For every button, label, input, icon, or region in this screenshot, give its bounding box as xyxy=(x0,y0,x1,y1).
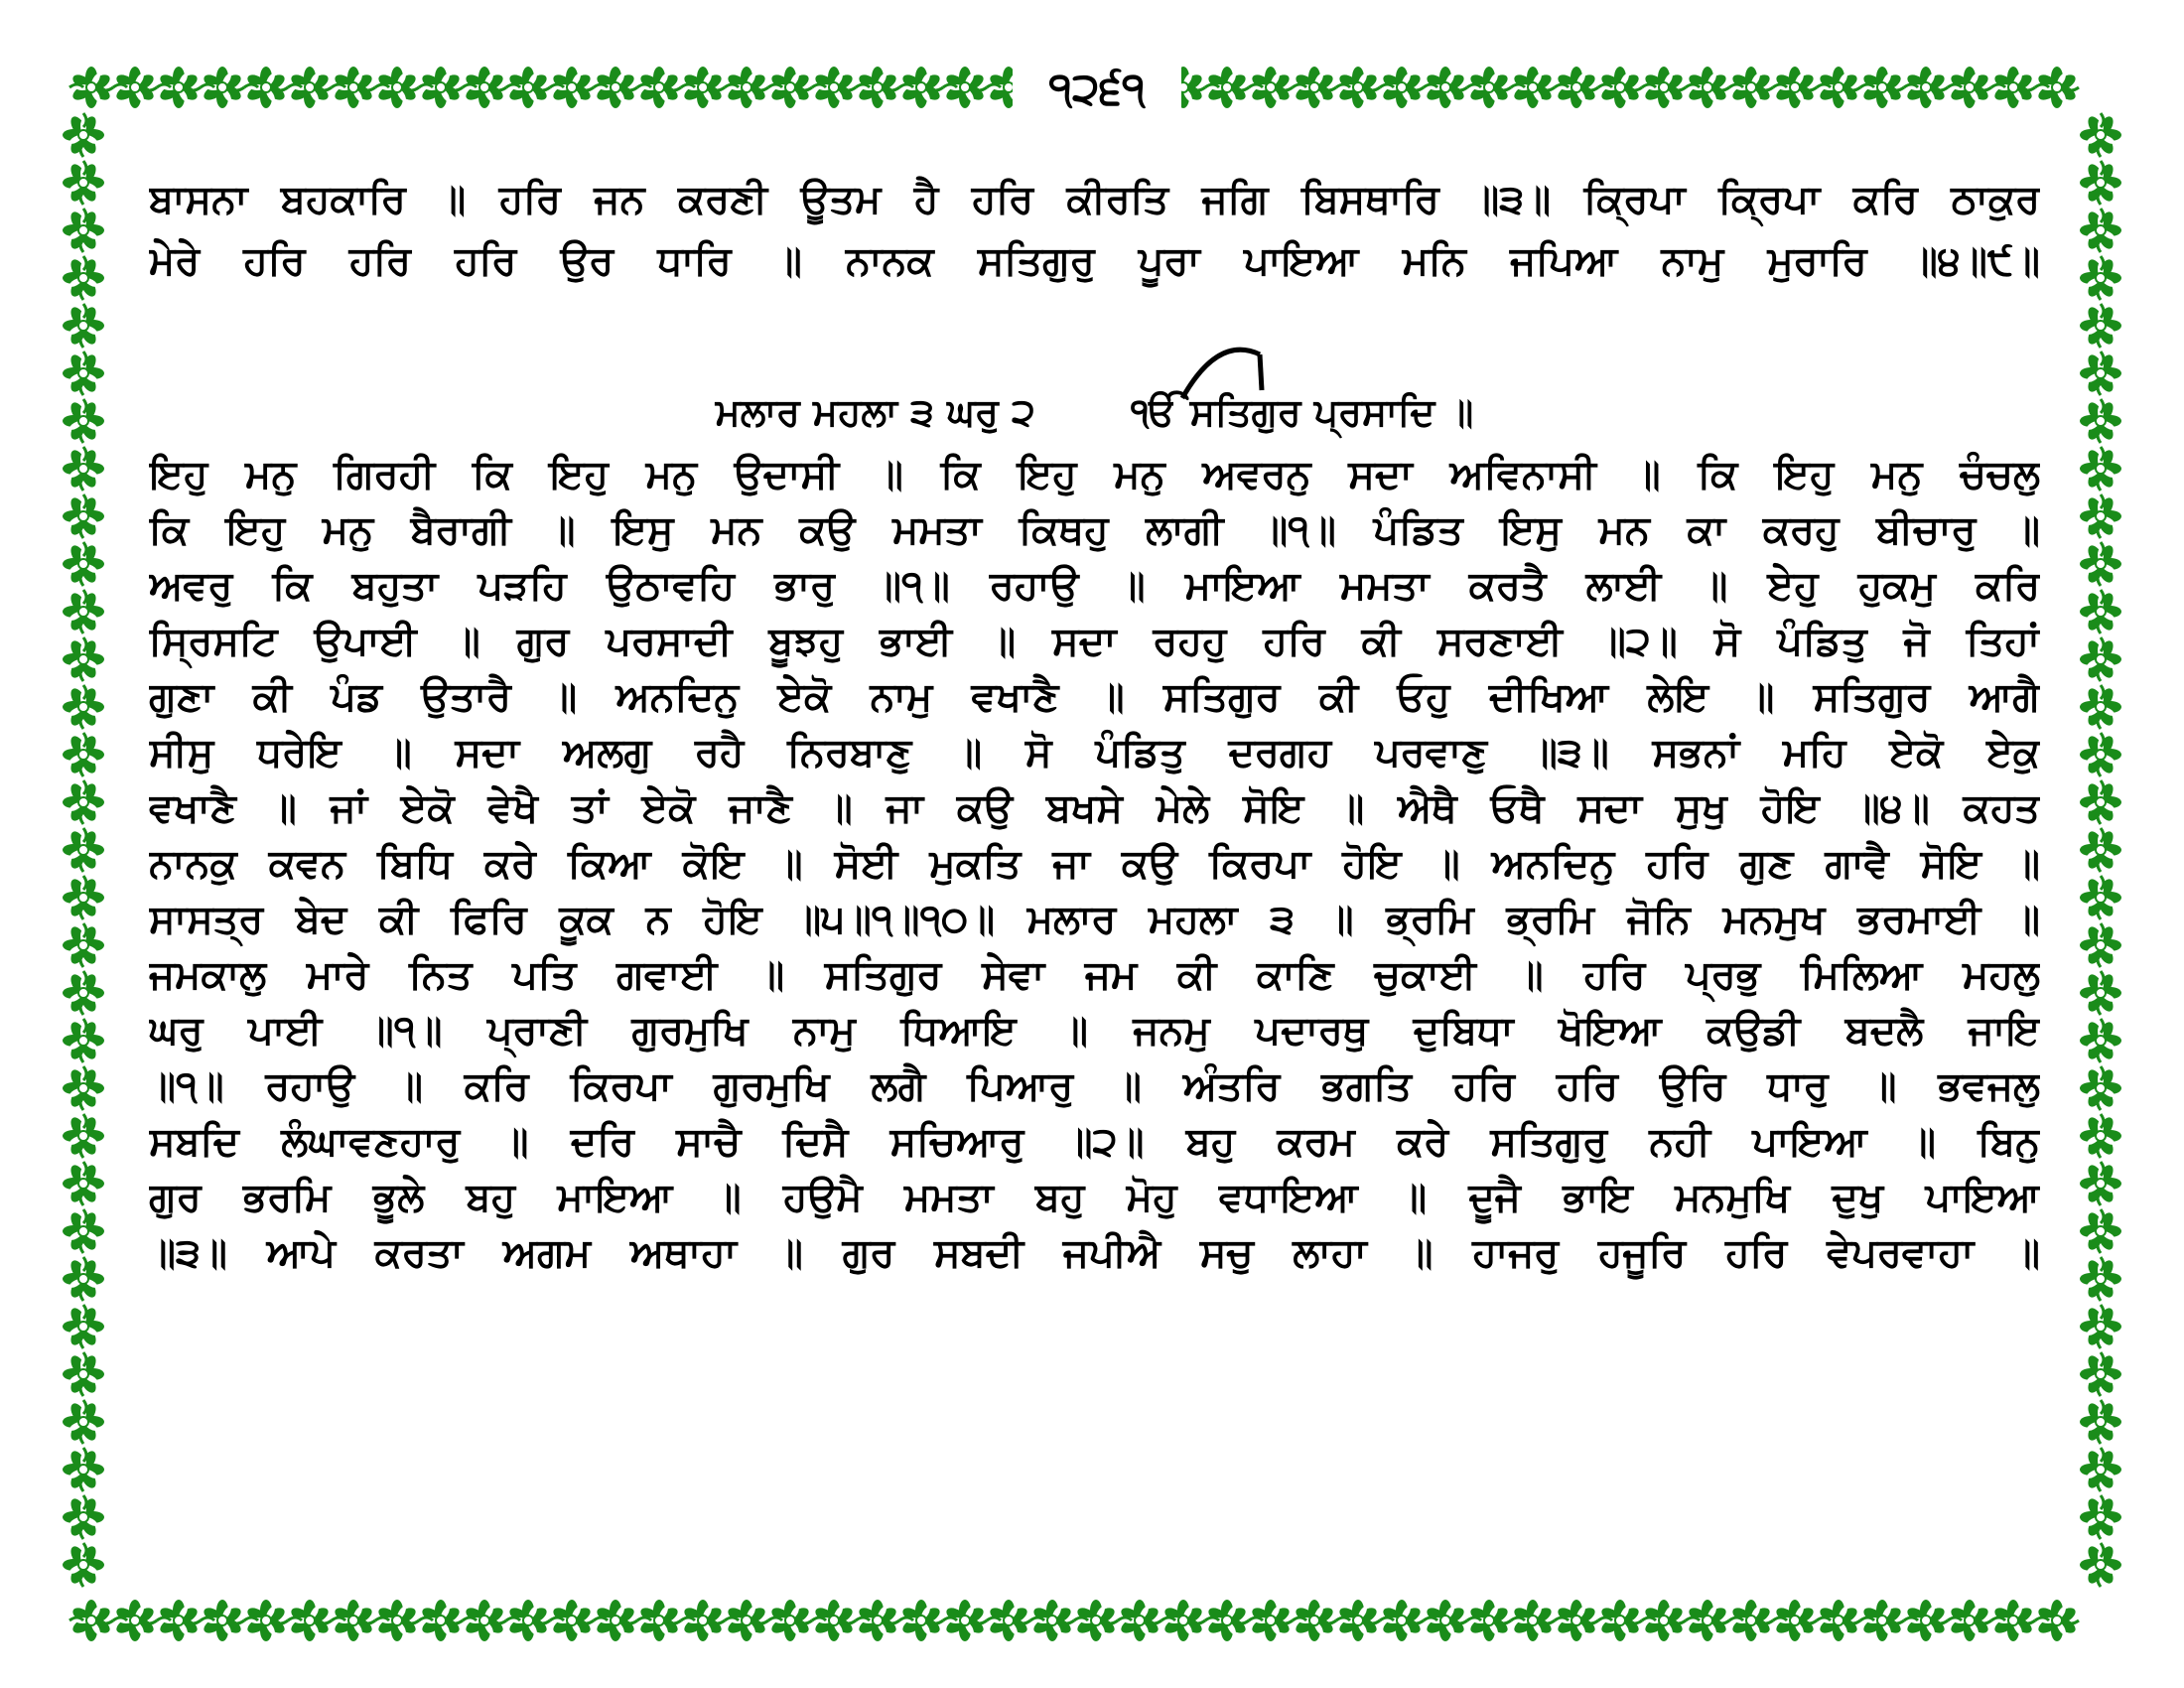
text-line: ਅਵਰੁ ਕਿ ਬਹੁਤਾ ਪੜਹਿ ਉਠਾਵਹਿ ਭਾਰੁ ॥੧॥ ਰਹਾਉ ॥ ਮਾਇਆ ਮਮਤਾ ਕਰਤੈ ਲਾਈ ॥ ਏਹੁ ਹੁਕਮੁ ਕਰਿ xyxy=(149,563,2040,609)
flower-icon xyxy=(157,1600,201,1641)
flower-icon xyxy=(1467,1600,1511,1641)
text-line: ॥੧॥ ਰਹਾਉ ॥ ਕਰਿ ਕਿਰਪਾ ਗੁਰਮੁਖਿ ਲਗੈ ਪਿਆਰੁ ॥ ਅੰਤਰਿ ਭਗਤਿ ਹਰਿ ਹਰਿ ਉਰਿ ਧਾਰੁ ॥ ਭਵਜਲੁ xyxy=(149,1063,2040,1109)
flower-icon xyxy=(2080,209,2121,252)
flower-icon xyxy=(594,67,637,108)
flower-icon xyxy=(1817,67,1860,108)
flower-icon xyxy=(1642,67,1686,108)
flower-icon xyxy=(63,733,104,776)
flower-icon xyxy=(506,67,550,108)
flower-icon xyxy=(2080,447,2121,491)
flower-icon xyxy=(2080,1114,2121,1158)
flower-icon xyxy=(69,67,113,108)
flower-icon xyxy=(1686,1600,1729,1641)
flower-icon xyxy=(812,67,856,108)
flower-icon xyxy=(375,67,419,108)
flower-icon xyxy=(725,1600,768,1641)
flower-icon xyxy=(2080,1305,2121,1348)
flower-icon xyxy=(63,685,104,729)
flower-icon xyxy=(2080,876,2121,919)
heading-mool-mantar xyxy=(1131,382,1473,442)
text-line: ਸਬਦਿ ਲੰਘਾਵਣਹਾਰੁ ॥ ਦਰਿ ਸਾਚੈ ਦਿਸੈ ਸਚਿਆਰੁ ॥੨॥ ਬਹੁ ਕਰਮ ਕਰੇ ਸਤਿਗੁਰੁ ਨਹੀ ਪਾਇਆ ॥ ਬਿਨੁ xyxy=(149,1119,2040,1165)
flower-icon xyxy=(2080,971,2121,1015)
flower-icon xyxy=(550,1600,594,1641)
flower-icon xyxy=(1948,1600,1991,1641)
flower-icon xyxy=(63,780,104,824)
flower-icon xyxy=(113,67,157,108)
flower-icon xyxy=(2080,1257,2121,1301)
flower-icon xyxy=(1249,1600,1293,1641)
flower-icon xyxy=(63,256,104,300)
flower-icon xyxy=(375,1600,419,1641)
flower-icon xyxy=(2035,67,2079,108)
flower-icon xyxy=(2080,399,2121,443)
flower-icon xyxy=(1511,67,1555,108)
flower-icon xyxy=(2080,637,2121,681)
intro-text-block xyxy=(149,169,2040,292)
flower-icon xyxy=(63,542,104,586)
flower-icon xyxy=(1773,1600,1817,1641)
flower-icon xyxy=(69,1600,113,1641)
flower-icon xyxy=(288,67,332,108)
flower-icon xyxy=(63,1543,104,1587)
flower-icon xyxy=(63,1448,104,1491)
flower-icon xyxy=(899,67,943,108)
flower-icon xyxy=(63,1400,104,1444)
flower-icon xyxy=(1380,1600,1424,1641)
flower-icon xyxy=(63,494,104,538)
text-line: ਸੀਸੁ ਧਰੇਇ ॥ ਸਦਾ ਅਲਗੁ ਰਹੈ ਨਿਰਬਾਣੁ ॥ ਸੋ ਪੰਡਿਤੁ ਦਰਗਹ ਪਰਵਾਣੁ ॥੩॥ ਸਭਨਾਂ ਮਹਿ ਏਕੋ ਏਕੁ xyxy=(149,730,2040,775)
flower-icon xyxy=(332,67,375,108)
flower-icon xyxy=(288,1600,332,1641)
text-line: ਨਾਨਕੁ ਕਵਨ ਬਿਧਿ ਕਰੇ ਕਿਆ ਕੋਇ ॥ ਸੋਈ ਮੁਕਤਿ ਜਾ ਕਉ ਕਿਰਪਾ ਹੋਇ ॥ ਅਨਦਿਨੁ ਹਰਿ ਗੁਣ ਗਾਵੈ ਸੋਇ ॥ xyxy=(149,841,2040,887)
flower-icon xyxy=(2080,494,2121,538)
flower-icon xyxy=(2080,1019,2121,1062)
heading-raag: ਮਲਾਰ ਮਹਲਾ ੩ ਘਰੁ ੨ xyxy=(715,390,1035,434)
flower-icon xyxy=(1817,1600,1860,1641)
flower-icon xyxy=(1860,67,1904,108)
heading-invocation: ੴ ਸਤਿਗੁਰ ਪ੍ਰਸਾਦਿ ॥ xyxy=(1131,390,1474,434)
flower-icon xyxy=(943,67,987,108)
flower-icon xyxy=(63,161,104,205)
text-line: ਗੁਣਾ ਕੀ ਪੰਡ ਉਤਾਰੈ ॥ ਅਨਦਿਨੁ ਏਕੋ ਨਾਮੁ ਵਖਾਣੈ ॥ ਸਤਿਗੁਰ ਕੀ ਓਹੁ ਦੀਖਿਆ ਲੇਇ ॥ ਸਤਿਗੁਰ ਆਗੈ xyxy=(149,674,2040,720)
page-number: ੧੨੬੧ xyxy=(1013,62,1181,117)
flower-icon xyxy=(2080,161,2121,205)
flower-icon xyxy=(157,67,201,108)
flower-icon xyxy=(332,1600,375,1641)
flower-icon xyxy=(1030,1600,1074,1641)
flower-icon xyxy=(1948,67,1991,108)
flower-icon xyxy=(63,447,104,491)
flower-icon xyxy=(63,637,104,681)
flower-icon xyxy=(244,67,288,108)
ik-oankar-arc-icon xyxy=(1178,341,1268,400)
flower-icon xyxy=(725,67,768,108)
flower-icon xyxy=(63,590,104,633)
flower-icon xyxy=(1598,67,1642,108)
flower-icon xyxy=(1293,67,1336,108)
text-line: ਵਖਾਣੈ ॥ ਜਾਂ ਏਕੋ ਵੇਖੈ ਤਾਂ ਏਕੋ ਜਾਣੈ ॥ ਜਾ ਕਉ ਬਖਸੇ ਮੇਲੇ ਸੋਇ ॥ ਐਥੈ ਓਥੈ ਸਦਾ ਸੁਖੁ ਹੋਇ ॥੪॥ ਕਹਤ xyxy=(149,785,2040,831)
flower-icon xyxy=(1293,1600,1336,1641)
flower-icon xyxy=(1904,1600,1948,1641)
text-line: ॥੩॥ ਆਪੇ ਕਰਤਾ ਅਗਮ ਅਥਾਹਾ ॥ ਗੁਰ ਸਬਦੀ ਜਪੀਐ ਸਚੁ ਲਾਹਾ ॥ ਹਾਜਰੁ ਹਜੂਰਿ ਹਰਿ ਵੇਪਰਵਾਹਾ ॥ xyxy=(149,1230,2040,1276)
flower-icon xyxy=(63,1209,104,1253)
flower-icon xyxy=(637,1600,681,1641)
flower-icon xyxy=(63,1257,104,1301)
flower-icon xyxy=(2080,542,2121,586)
flower-icon xyxy=(2080,1400,2121,1444)
flower-icon xyxy=(1686,67,1729,108)
text-line: ਘਰੁ ਪਾਈ ॥੧॥ ਪ੍ਰਾਣੀ ਗੁਰਮੁਖਿ ਨਾਮੁ ਧਿਆਇ ॥ ਜਨਮੁ ਪਦਾਰਥੁ ਦੁਬਿਧਾ ਖੋਇਆ ਕਉਡੀ ਬਦਲੈ ਜਾਇ xyxy=(149,1008,2040,1054)
flower-icon xyxy=(63,304,104,348)
flower-icon xyxy=(63,399,104,443)
flower-icon xyxy=(1074,1600,1118,1641)
flower-icon xyxy=(637,67,681,108)
flower-icon xyxy=(63,876,104,919)
flower-icon xyxy=(812,1600,856,1641)
text-line: ਸ੍ਰਿਸਟਿ ਉਪਾਈ ॥ ਗੁਰ ਪਰਸਾਦੀ ਬੂਝਹੁ ਭਾਈ ॥ ਸਦਾ ਰਹਹੁ ਹਰਿ ਕੀ ਸਰਣਾਈ ॥੨॥ ਸੋ ਪੰਡਿਤੁ ਜੋ ਤਿਹਾਂ xyxy=(149,619,2040,664)
flower-icon xyxy=(2080,256,2121,300)
flower-icon xyxy=(63,971,104,1015)
flower-icon xyxy=(2080,1495,2121,1539)
flower-icon xyxy=(463,1600,506,1641)
flower-icon xyxy=(1118,1600,1161,1641)
flower-icon xyxy=(63,923,104,967)
flower-icon xyxy=(113,1600,157,1641)
flower-icon xyxy=(1161,1600,1205,1641)
flower-icon xyxy=(1729,1600,1773,1641)
flower-icon xyxy=(2080,923,2121,967)
flower-icon xyxy=(2080,1066,2121,1110)
flower-icon xyxy=(506,1600,550,1641)
flower-icon xyxy=(1991,67,2035,108)
flower-icon xyxy=(2080,352,2121,395)
flower-icon xyxy=(63,1352,104,1396)
flower-icon xyxy=(1205,1600,1249,1641)
flower-icon xyxy=(2080,780,2121,824)
flower-icon xyxy=(1555,67,1598,108)
flower-icon xyxy=(1424,67,1467,108)
flower-icon xyxy=(2080,1162,2121,1205)
flower-icon xyxy=(899,1600,943,1641)
flower-icon xyxy=(419,67,463,108)
flower-icon xyxy=(856,1600,899,1641)
flower-icon xyxy=(63,1495,104,1539)
flower-icon xyxy=(681,1600,725,1641)
flower-icon xyxy=(768,1600,812,1641)
flower-icon xyxy=(2080,590,2121,633)
shabad-heading xyxy=(149,382,2040,442)
flower-icon xyxy=(63,352,104,395)
flower-icon xyxy=(1511,1600,1555,1641)
flower-icon xyxy=(244,1600,288,1641)
flower-icon xyxy=(1773,67,1817,108)
flower-icon xyxy=(2080,1543,2121,1587)
text-line: ਜਮਕਾਲੁ ਮਾਰੇ ਨਿਤ ਪਤਿ ਗਵਾਈ ॥ ਸਤਿਗੁਰ ਸੇਵਾ ਜਮ ਕੀ ਕਾਣਿ ਚੁਕਾਈ ॥ ਹਰਿ ਪ੍ਰਭੁ ਮਿਲਿਆ ਮਹਲੁ xyxy=(149,952,2040,998)
flower-icon xyxy=(1249,67,1293,108)
flower-icon xyxy=(2080,304,2121,348)
flower-icon xyxy=(1642,1600,1686,1641)
flower-icon xyxy=(1729,67,1773,108)
flower-icon xyxy=(1467,67,1511,108)
main-text-block xyxy=(149,447,2040,1281)
text-line: ਕਿ ਇਹੁ ਮਨੁ ਬੈਰਾਗੀ ॥ ਇਸੁ ਮਨ ਕਉ ਮਮਤਾ ਕਿਥਹੁ ਲਾਗੀ ॥੧॥ ਪੰਡਿਤ ਇਸੁ ਮਨ ਕਾ ਕਰਹੁ ਬੀਚਾਰੁ ॥ xyxy=(149,507,2040,553)
flower-icon xyxy=(463,67,506,108)
flower-icon xyxy=(63,1019,104,1062)
flower-icon xyxy=(2080,1448,2121,1491)
text-line: ਸਾਸਤ੍ਰ ਬੇਦ ਕੀ ਫਿਰਿ ਕੂਕ ਨ ਹੋਇ ॥੫॥੧॥੧੦॥ ਮਲਾਰ ਮਹਲਾ ੩ ॥ ਭ੍ਰਮਿ ਭ੍ਰਮਿ ਜੋਨਿ ਮਨਮੁਖ ਭਰਮਾਈ ॥ xyxy=(149,897,2040,942)
flower-icon xyxy=(201,1600,244,1641)
flower-icon xyxy=(201,67,244,108)
flower-icon xyxy=(2080,733,2121,776)
flower-icon xyxy=(1555,1600,1598,1641)
text-line: ਬਾਸਨਾ ਬਹਕਾਰਿ ॥ ਹਰਿ ਜਨ ਕਰਣੀ ਊਤਮ ਹੈ ਹਰਿ ਕੀਰਤਿ ਜਗਿ ਬਿਸਥਾਰਿ ॥੩॥ ਕ੍ਰਿਪਾ ਕ੍ਰਿਪਾ ਕਰਿ ਠਾਕੁਰ xyxy=(149,177,2040,222)
flower-icon xyxy=(2080,113,2121,157)
flower-icon xyxy=(2080,685,2121,729)
text-line: ਇਹੁ ਮਨੁ ਗਿਰਹੀ ਕਿ ਇਹੁ ਮਨੁ ਉਦਾਸੀ ॥ ਕਿ ਇਹੁ ਮਨੁ ਅਵਰਨੁ ਸਦਾ ਅਵਿਨਾਸੀ ॥ ਕਿ ਇਹੁ ਮਨੁ ਚੰਚਲੁ xyxy=(149,452,2040,497)
flower-icon xyxy=(2035,1600,2079,1641)
flower-icon xyxy=(768,67,812,108)
text-line: ਮੇਰੇ ਹਰਿ ਹਰਿ ਹਰਿ ਉਰ ਧਾਰਿ ॥ ਨਾਨਕ ਸਤਿਗੁਰੁ ਪੂਰਾ ਪਾਇਆ ਮਨਿ ਜਪਿਆ ਨਾਮੁ ਮੁਰਾਰਿ ॥੪॥੯॥ xyxy=(149,238,2040,284)
flower-icon xyxy=(1424,1600,1467,1641)
flower-icon xyxy=(63,1162,104,1205)
flower-icon xyxy=(1205,67,1249,108)
flower-icon xyxy=(943,1600,987,1641)
flower-icon xyxy=(63,209,104,252)
flower-icon xyxy=(1991,1600,2035,1641)
flower-icon xyxy=(594,1600,637,1641)
flower-icon xyxy=(1336,67,1380,108)
flower-icon xyxy=(63,1066,104,1110)
flower-icon xyxy=(63,113,104,157)
flower-icon xyxy=(1904,67,1948,108)
flower-icon xyxy=(63,1305,104,1348)
flower-icon xyxy=(856,67,899,108)
flower-icon xyxy=(681,67,725,108)
flower-icon xyxy=(2080,1352,2121,1396)
flower-icon xyxy=(550,67,594,108)
flower-icon xyxy=(987,1600,1030,1641)
flower-icon xyxy=(2080,828,2121,872)
flower-icon xyxy=(1598,1600,1642,1641)
text-line: ਗੁਰ ਭਰਮਿ ਭੂਲੇ ਬਹੁ ਮਾਇਆ ॥ ਹਉਮੈ ਮਮਤਾ ਬਹੁ ਮੋਹੁ ਵਧਾਇਆ ॥ ਦੂਜੈ ਭਾਇ ਮਨਮੁਖਿ ਦੁਖੁ ਪਾਇਆ xyxy=(149,1175,2040,1220)
flower-icon xyxy=(1860,1600,1904,1641)
flower-icon xyxy=(63,828,104,872)
flower-icon xyxy=(63,1114,104,1158)
flower-icon xyxy=(1336,1600,1380,1641)
flower-icon xyxy=(2080,1209,2121,1253)
flower-icon xyxy=(1380,67,1424,108)
flower-icon xyxy=(419,1600,463,1641)
